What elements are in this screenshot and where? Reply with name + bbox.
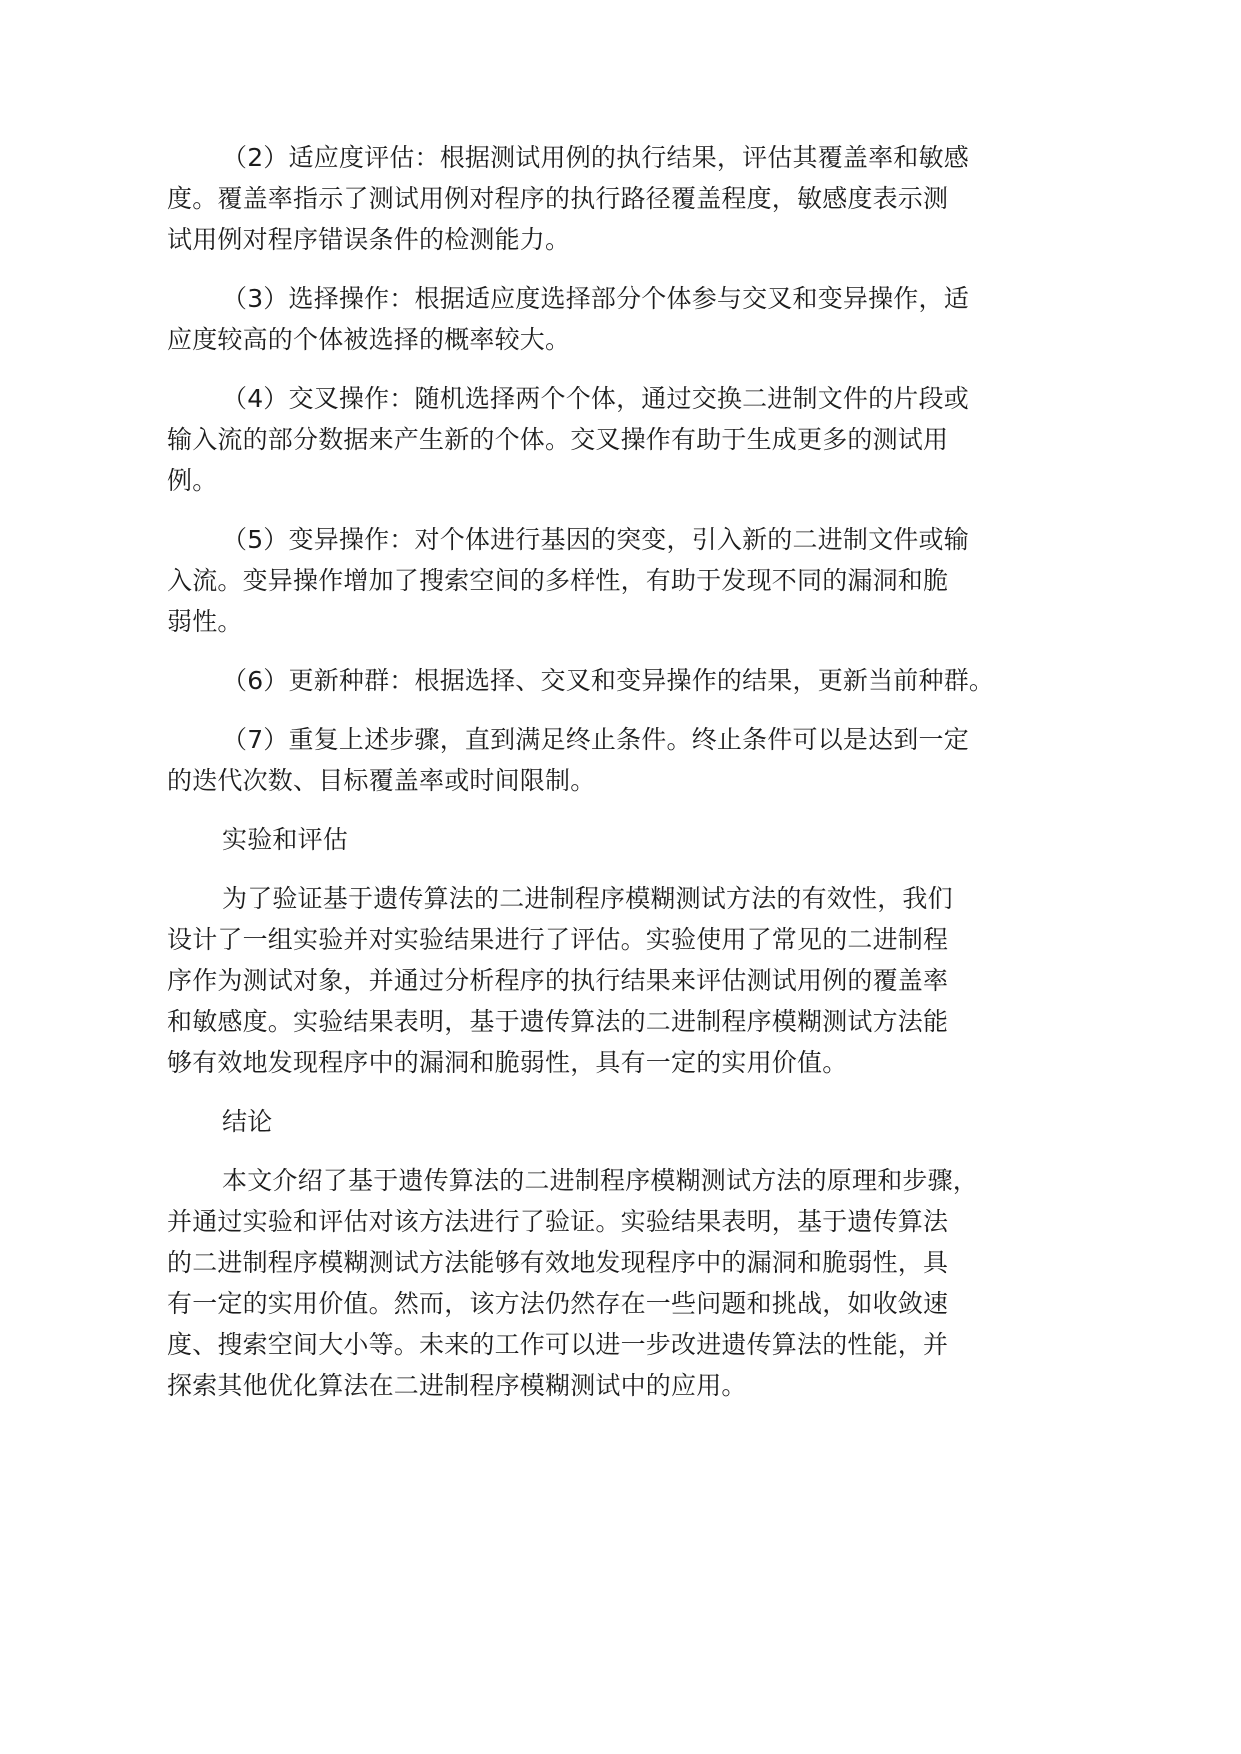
text-line: （3）选择操作：根据适应度选择部分个体参与交叉和变异操作，适 <box>222 284 969 313</box>
text-line: 有一定的实用价值。然而，该方法仍然存在一些问题和挑战，如收敛速 <box>167 1289 949 1318</box>
text-line: （5）变异操作：对个体进行基因的突变，引入新的二进制文件或输 <box>222 525 969 554</box>
text-line: 应度较高的个体被选择的概率较大。 <box>167 325 571 354</box>
heading-text: 实验和评估 <box>222 825 349 854</box>
text-line: 本文介绍了基于遗传算法的二进制程序模糊测试方法的原理和步骤， <box>222 1166 979 1195</box>
text-line: 和敏感度。实验结果表明，基于遗传算法的二进制程序模糊测试方法能 <box>167 1007 949 1036</box>
text-line: 试用例对程序错误条件的检测能力。 <box>167 225 571 254</box>
text-line: 为了验证基于遗传算法的二进制程序模糊测试方法的有效性，我们 <box>222 884 953 913</box>
text-line: 序作为测试对象，并通过分析程序的执行结果来评估测试用例的覆盖率 <box>167 966 949 995</box>
text-line: （6）更新种群：根据选择、交叉和变异操作的结果，更新当前种群。 <box>222 666 995 695</box>
text-line: 的迭代次数、目标覆盖率或时间限制。 <box>167 766 596 795</box>
text-line: 的二进制程序模糊测试方法能够有效地发现程序中的漏洞和脆弱性，具 <box>167 1248 949 1277</box>
text-line: （4）交叉操作：随机选择两个个体，通过交换二进制文件的片段或 <box>222 384 969 413</box>
text-line: 度、搜索空间大小等。未来的工作可以进一步改进遗传算法的性能，并 <box>167 1330 949 1359</box>
text-line: 设计了一组实验并对实验结果进行了评估。实验使用了常见的二进制程 <box>167 925 949 954</box>
heading-text: 结论 <box>222 1107 273 1136</box>
text-line: 探索其他优化算法在二进制程序模糊测试中的应用。 <box>167 1371 747 1400</box>
text-line: 例。 <box>167 466 218 495</box>
text-line: 弱性。 <box>167 607 243 636</box>
text-line: （2）适应度评估：根据测试用例的执行结果，评估其覆盖率和敏感 <box>222 143 969 172</box>
text-line: 度。覆盖率指示了测试用例对程序的执行路径覆盖程度，敏感度表示测 <box>167 184 949 213</box>
text-line: 够有效地发现程序中的漏洞和脆弱性，具有一定的实用价值。 <box>167 1048 848 1077</box>
text-line: 并通过实验和评估对该方法进行了验证。实验结果表明，基于遗传算法 <box>167 1207 949 1236</box>
text-line: （7）重复上述步骤，直到满足终止条件。终止条件可以是达到一定 <box>222 725 969 754</box>
text-line: 入流。变异操作增加了搜索空间的多样性，有助于发现不同的漏洞和脆 <box>167 566 949 595</box>
text-line: 输入流的部分数据来产生新的个体。交叉操作有助于生成更多的测试用 <box>167 425 949 454</box>
